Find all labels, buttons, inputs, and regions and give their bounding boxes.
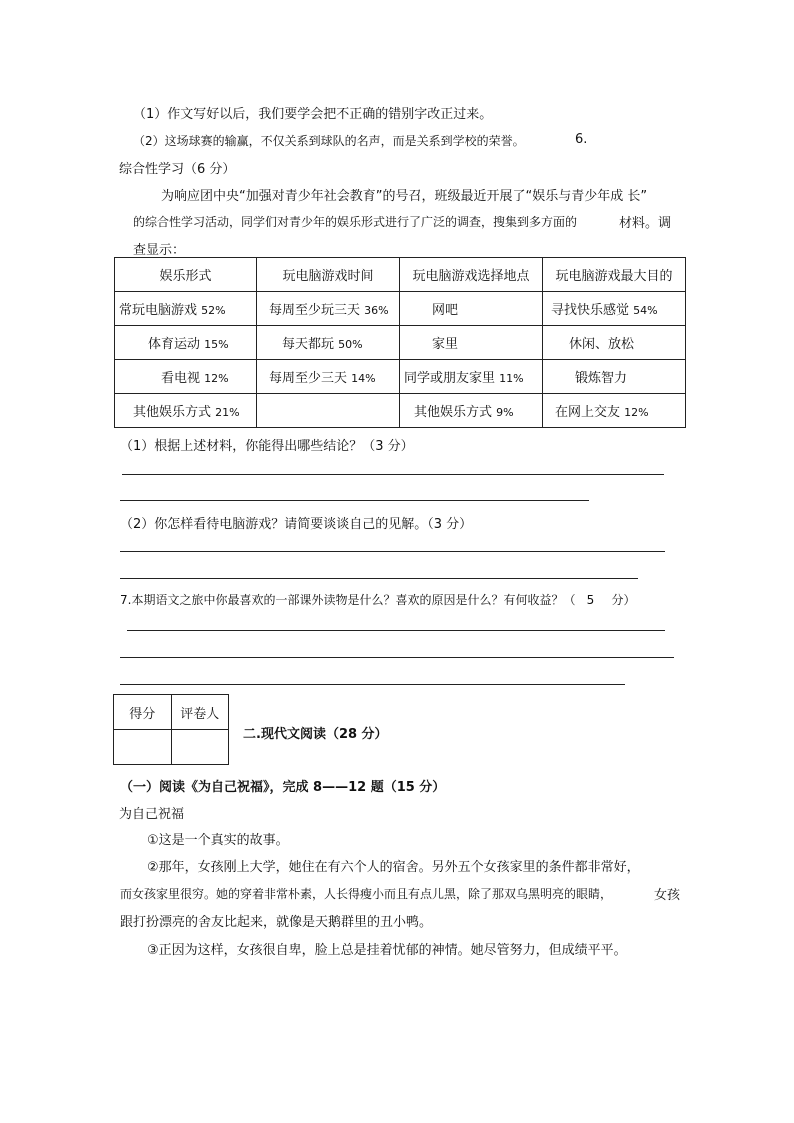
answer-line[interactable] — [120, 684, 625, 685]
table-row — [115, 326, 686, 360]
grader-label: 评卷人 — [171, 695, 229, 730]
paragraph-1: ①这是一个真实的故事。 — [147, 833, 289, 848]
part2-subtitle: （一）阅读《为自己祝福》，完成 8——12 题（15 分） — [120, 780, 446, 795]
correction-line-2: （2）这场球赛的输赢，不仅关系到球队的名声，而是关系到学校的荣誉。 — [133, 134, 525, 148]
correction-line-1: （1）作文写好以后，我们要学会把不正确的错别字改正过来。 — [133, 107, 493, 122]
table-cell — [257, 394, 400, 428]
table-cell: 锻炼智力 — [543, 360, 686, 394]
paragraph-2-line-1: ②那年，女孩刚上大学，她住在有六个人的宿舍。另外五个女孩家里的条件都非常好， — [147, 860, 640, 875]
story-title: 为自己祝福 — [119, 807, 185, 822]
question-7: 7.本期语文之旅中你最喜欢的一部课外读物是什么？喜欢的原因是什么？有何收益？（ 5 分） — [120, 593, 636, 607]
score-input-cell[interactable] — [114, 730, 172, 765]
table-cell: 其他娱乐方式 21% — [115, 394, 257, 428]
survey-table — [114, 257, 686, 428]
paragraph-3: ③正因为这样，女孩很自卑，脸上总是挂着忧郁的神情。她尽管努力，但成绩平平。 — [147, 943, 627, 958]
table-cell: 休闲、放松 — [543, 326, 686, 360]
intro-line-2: 的综合性学习活动，同学们对青少年的娱乐形式进行了广泛的调查，搜集到多方面的 — [133, 215, 578, 229]
table-header: 玩电脑游戏时间 — [257, 258, 400, 292]
answer-line[interactable] — [120, 500, 589, 501]
answer-line[interactable] — [122, 474, 664, 475]
table-cell: 每周至少三天 14% — [257, 360, 400, 394]
table-row — [115, 394, 686, 428]
table-cell: 看电视 12% — [115, 360, 257, 394]
table-header: 娱乐形式 — [115, 258, 257, 292]
table-header-row — [115, 258, 686, 292]
question-number-6: 6. — [575, 132, 588, 147]
table-cell: 同学或朋友家里 11% — [400, 360, 543, 394]
table-header: 玩电脑游戏最大目的 — [543, 258, 686, 292]
score-box — [113, 694, 229, 765]
table-cell: 每周至少玩三天 36% — [257, 292, 400, 326]
grader-input-cell[interactable] — [171, 730, 229, 765]
score-label: 得分 — [114, 695, 172, 730]
table-cell: 在网上交友 12% — [543, 394, 686, 428]
table-cell: 家里 — [400, 326, 543, 360]
section-title: 综合性学习（6 分） — [119, 162, 236, 177]
paragraph-2-line-2-end: 女孩 — [654, 888, 681, 903]
table-row — [115, 360, 686, 394]
table-header: 玩电脑游戏选择地点 — [400, 258, 543, 292]
table-cell: 体育运动 15% — [115, 326, 257, 360]
answer-line[interactable] — [120, 578, 638, 579]
paragraph-2-line-2: 而女孩家里很穷。她的穿着非常朴素，人长得瘦小而且有点儿黑，除了那双乌黑明亮的眼睛， — [120, 887, 613, 901]
intro-line-3: 查显示： — [133, 243, 186, 258]
part2-title: 二.现代文阅读（28 分） — [243, 727, 388, 742]
table-cell: 网吧 — [400, 292, 543, 326]
answer-line[interactable] — [120, 551, 665, 552]
table-cell: 每天都玩 50% — [257, 326, 400, 360]
table-cell: 其他娱乐方式 9% — [400, 394, 543, 428]
intro-line-1: 为响应团中央“加强对青少年社会教育”的号召，班级最近开展了“娱乐与青少年成 长” — [161, 189, 648, 204]
table-cell: 寻找快乐感觉 54% — [543, 292, 686, 326]
answer-line[interactable] — [120, 657, 674, 658]
table-row — [115, 292, 686, 326]
question-2: （2）你怎样看待电脑游戏？请简要谈谈自己的见解。（3 分） — [120, 517, 473, 532]
answer-line[interactable] — [127, 630, 665, 631]
table-cell: 常玩电脑游戏 52% — [115, 292, 257, 326]
question-1: （1）根据上述材料，你能得出哪些结论？（3 分） — [120, 439, 414, 454]
paragraph-2-line-3: 跟打扮漂亮的舍友比起来，就像是天鹅群里的丑小鸭。 — [120, 915, 433, 930]
intro-line-2-end: 材料。调 — [619, 216, 672, 231]
